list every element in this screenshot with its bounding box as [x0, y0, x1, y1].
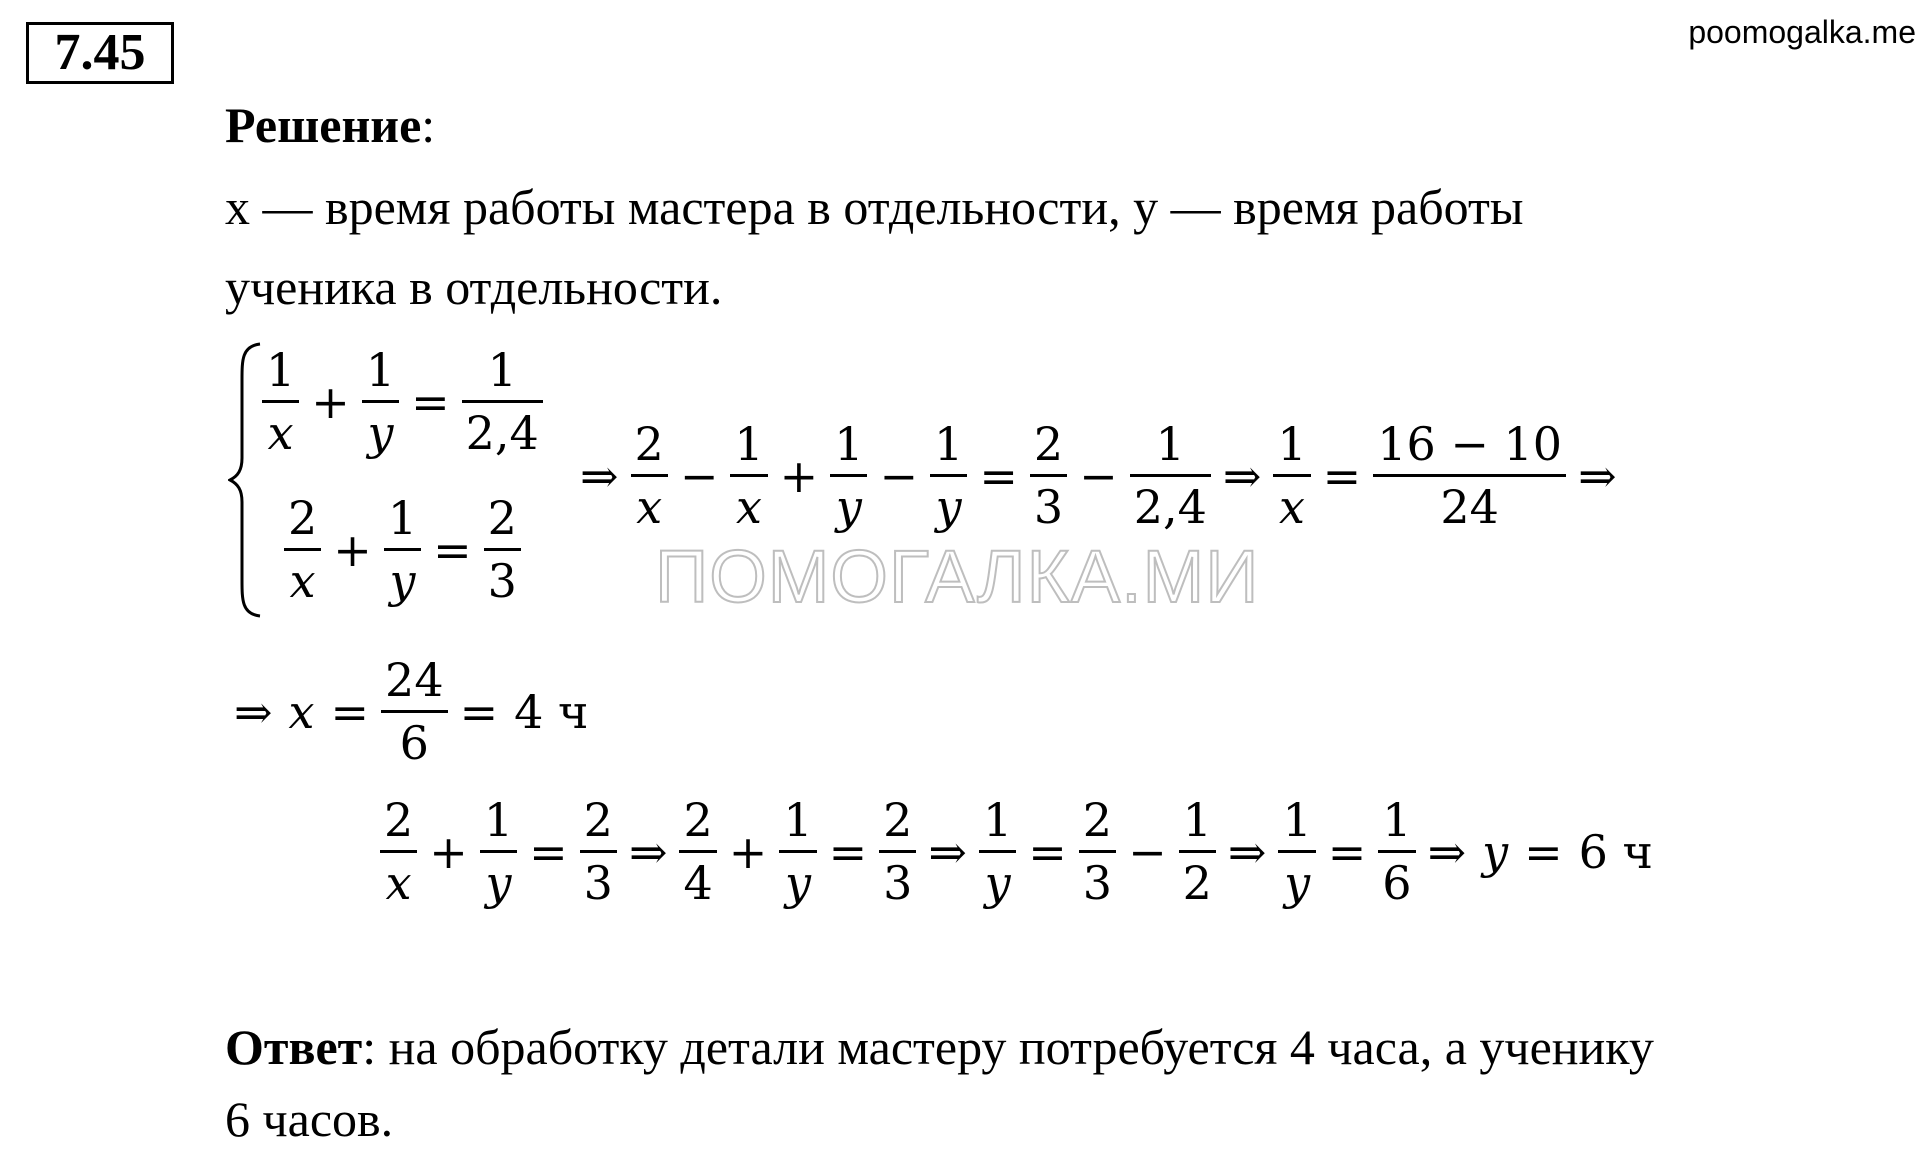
equals-sign: =	[1028, 824, 1067, 879]
variable-x: x	[288, 684, 315, 739]
fraction	[1179, 790, 1216, 913]
numerator: 1	[262, 340, 299, 403]
numerator: 1	[1278, 790, 1315, 853]
minus-sign: −	[1128, 824, 1167, 879]
fraction	[1373, 414, 1566, 537]
fraction	[1130, 414, 1211, 537]
numerator: 1	[930, 414, 967, 477]
fraction	[462, 340, 543, 463]
denominator: 3	[1033, 480, 1064, 534]
plus-sign: +	[333, 522, 372, 577]
fraction	[1273, 414, 1310, 537]
denominator: x	[267, 406, 294, 460]
solution-heading	[225, 96, 435, 154]
numerator: 1	[362, 340, 399, 403]
denominator: 3	[487, 554, 517, 608]
numerator: 2	[284, 488, 321, 551]
denominator: 24	[1440, 480, 1499, 534]
numerator: 16 − 10	[1373, 414, 1566, 477]
plus-sign: +	[429, 824, 468, 879]
fraction	[380, 790, 417, 913]
denominator: 3	[883, 856, 913, 910]
result-y: 6 ч	[1578, 824, 1653, 879]
numerator: 1	[1179, 790, 1216, 853]
numerator: 1	[384, 488, 421, 551]
numerator: 1	[1378, 790, 1415, 853]
fraction	[1030, 414, 1067, 537]
fraction	[362, 340, 399, 463]
numerator: 1	[462, 340, 543, 403]
fraction	[979, 790, 1016, 913]
denominator: y	[1284, 856, 1311, 910]
fraction	[679, 790, 716, 913]
denominator: 2	[1182, 856, 1212, 910]
numerator: 2	[1079, 790, 1116, 853]
implies-arrow: ⇒	[1578, 448, 1617, 503]
result-x: 4 ч	[514, 684, 589, 739]
numerator: 1	[1130, 414, 1211, 477]
denominator: y	[984, 856, 1011, 910]
equals-sign: =	[330, 684, 370, 739]
equals-sign: =	[979, 448, 1018, 503]
numerator: 1	[979, 790, 1016, 853]
solution-title: Решение	[225, 97, 422, 153]
solution-line-2: ученика в отдельности.	[225, 259, 723, 315]
solution-line-1: x — время работы мастера в отдельности, y — время работы	[225, 179, 1524, 235]
numerator: 1	[730, 414, 767, 477]
denominator: 6	[1382, 856, 1412, 910]
numerator: 2	[879, 790, 916, 853]
equals-sign: =	[1322, 448, 1362, 503]
implies-arrow: ⇒	[928, 824, 967, 879]
answer-label: Ответ	[225, 1019, 363, 1075]
denominator: y	[835, 480, 862, 534]
fraction	[580, 790, 617, 913]
denominator: 3	[1082, 856, 1113, 910]
numerator: 2	[380, 790, 417, 853]
numerator: 2	[580, 790, 617, 853]
system-equation-1	[258, 340, 547, 463]
denominator: y	[389, 554, 416, 608]
implies-arrow: ⇒	[628, 824, 668, 879]
equals-sign: =	[1524, 824, 1563, 879]
minus-sign: −	[1079, 448, 1118, 503]
fraction	[1278, 790, 1315, 913]
site-name: poomogalka.me	[1688, 14, 1916, 50]
fraction	[779, 790, 816, 913]
equals-sign: =	[1327, 824, 1367, 879]
denominator: x	[1279, 480, 1305, 534]
watermark: ПОМОГАЛКА.МИ	[655, 535, 1260, 618]
denominator: 4	[683, 856, 713, 910]
answer-line-2: 6 часов.	[225, 1091, 394, 1147]
fraction	[631, 414, 668, 537]
plus-sign: +	[728, 824, 768, 879]
denominator: y	[935, 480, 962, 534]
plus-sign: +	[311, 374, 350, 429]
fraction	[484, 488, 521, 611]
denominator: y	[485, 856, 512, 910]
equals-sign: =	[529, 824, 568, 879]
problem-number: 7.45	[26, 22, 174, 84]
answer-text-1: на обработку детали мастеру потребуется 4 часа, а ученику	[376, 1019, 1654, 1075]
equals-sign: =	[459, 684, 499, 739]
fraction	[381, 650, 448, 773]
fraction	[930, 414, 967, 537]
fraction	[730, 414, 767, 537]
numerator: 24	[381, 650, 448, 713]
implies-arrow: ⇒	[1227, 824, 1267, 879]
minus-sign: −	[879, 448, 919, 503]
numerator: 1	[1273, 414, 1310, 477]
numerator: 2	[484, 488, 521, 551]
implies-arrow: ⇒	[234, 684, 273, 739]
denominator: y	[784, 856, 811, 910]
numerator: 1	[779, 790, 816, 853]
denominator: 6	[399, 716, 429, 770]
denominator: x	[736, 480, 762, 534]
denominator: y	[367, 406, 394, 460]
denominator: x	[289, 554, 316, 608]
fraction	[262, 340, 299, 463]
fraction	[879, 790, 916, 913]
numerator: 2	[679, 790, 716, 853]
numerator: 1	[830, 414, 867, 477]
equals-sign: =	[828, 824, 868, 879]
equals-sign: =	[411, 374, 450, 429]
fraction	[384, 488, 421, 611]
denominator: 2,4	[465, 406, 539, 460]
fraction	[1378, 790, 1415, 913]
system-equation-2	[280, 488, 525, 611]
fraction	[830, 414, 867, 537]
answer-line-1	[225, 1018, 1654, 1076]
variable-y: y	[1482, 824, 1509, 879]
equals-sign: =	[433, 522, 472, 577]
solution-colon: :	[421, 97, 436, 153]
fraction	[480, 790, 517, 913]
denominator: x	[636, 480, 663, 534]
step-3-equation	[376, 790, 1661, 913]
implies-arrow: ⇒	[1222, 448, 1262, 503]
answer-colon: :	[362, 1019, 377, 1075]
denominator: x	[385, 856, 412, 910]
step-2-equation	[226, 650, 596, 773]
denominator: 3	[583, 856, 613, 910]
plus-sign: +	[779, 448, 819, 503]
numerator: 2	[631, 414, 668, 477]
denominator: 2,4	[1133, 480, 1207, 534]
implies-arrow: ⇒	[580, 448, 619, 503]
implies-arrow: ⇒	[1427, 824, 1467, 879]
fraction	[1079, 790, 1116, 913]
numerator: 2	[1030, 414, 1067, 477]
minus-sign: −	[679, 448, 719, 503]
fraction	[284, 488, 321, 611]
numerator: 1	[480, 790, 517, 853]
step-1-equation	[572, 414, 1625, 537]
